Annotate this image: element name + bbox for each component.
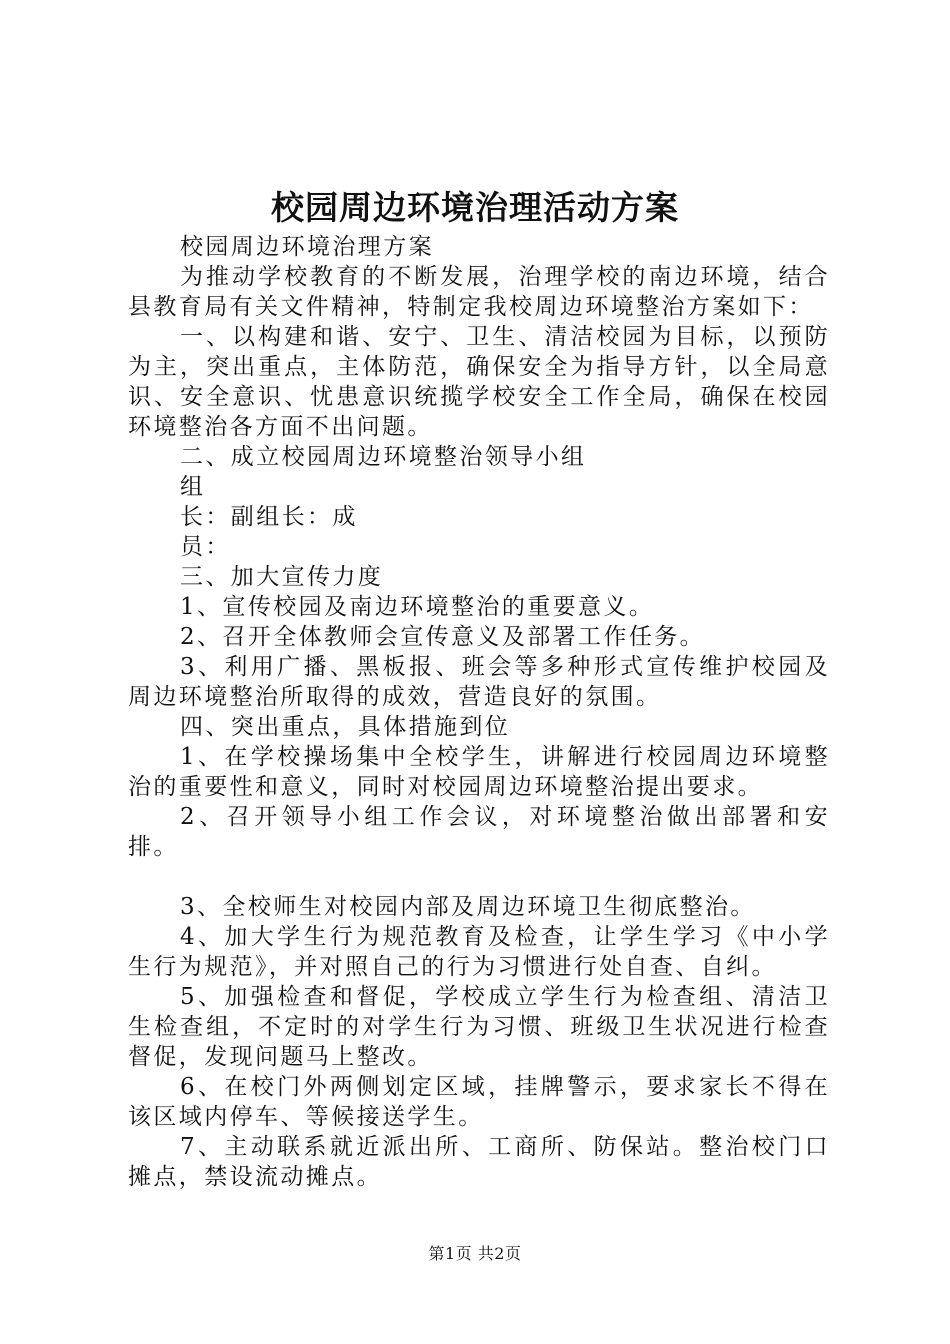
paragraph: 1、宣传校园及南边环境整治的重要意义。: [180, 594, 655, 620]
paragraph: 四、突出重点，具体措施到位: [180, 714, 511, 740]
paragraph: 2、召开领导小组工作会议，对环境整治做出部署和安排。: [128, 804, 830, 860]
paragraph: 长：副组长：成: [180, 504, 358, 530]
paragraph: 三、加大宣传力度: [180, 564, 384, 590]
document-body: [128, 232, 830, 1192]
paragraph: 校园周边环境治理方案: [180, 234, 434, 260]
paragraph: 3、利用广播、黑板报、班会等多种形式宣传维护校园及周边环境整治所取得的成效，营造良好的氛围。: [128, 654, 830, 710]
paragraph: 一、以构建和谐、安宁、卫生、清洁校园为目标，以预防为主，突出重点，主体防范，确保安全为指导方针，以全局意识、安全意识、忧患意识统揽学校安全工作全局，确保在校园环境整治各方面不出问题。: [128, 324, 830, 440]
paragraph: 组: [180, 474, 206, 500]
paragraph: 4、加大学生行为规范教育及检查，让学生学习《中小学生行为规范》，并对照自己的行为习惯进行处自查、自纠。: [128, 924, 830, 980]
paragraph: 为推动学校教育的不断发展，治理学校的南边环境，结合县教育局有关文件精神，特制定我校周边环境整治方案如下：: [128, 264, 830, 320]
paragraph: 6、在校门外两侧划定区域，挂牌警示，要求家长不得在该区域内停车、等候接送学生。: [128, 1074, 830, 1130]
paragraph: 5、加强检查和督促，学校成立学生行为检查组、清洁卫生检查组，不定时的对学生行为习惯、班级卫生状况进行检查督促，发现问题马上整改。: [128, 984, 830, 1070]
document-title: 校园周边环境治理活动方案: [271, 188, 679, 227]
paragraph: 7、主动联系就近派出所、工商所、防保站。整治校门口摊点，禁设流动摊点。: [128, 1134, 830, 1190]
paragraph: 员：: [180, 534, 231, 560]
paragraph: 二、成立校园周边环境整治领导小组: [180, 444, 587, 470]
paragraph: 3、全校师生对校园内部及周边环境卫生彻底整治。: [180, 894, 756, 920]
paragraph: 1、在学校操场集中全校学生，讲解进行校园周边环境整治的重要性和意义，同时对校园周边环境整治提出要求。: [128, 744, 830, 800]
page-number-footer: 第1页 共2页: [428, 1244, 522, 1263]
paragraph: 2、召开全体教师会宣传意义及部署工作任务。: [180, 624, 706, 650]
